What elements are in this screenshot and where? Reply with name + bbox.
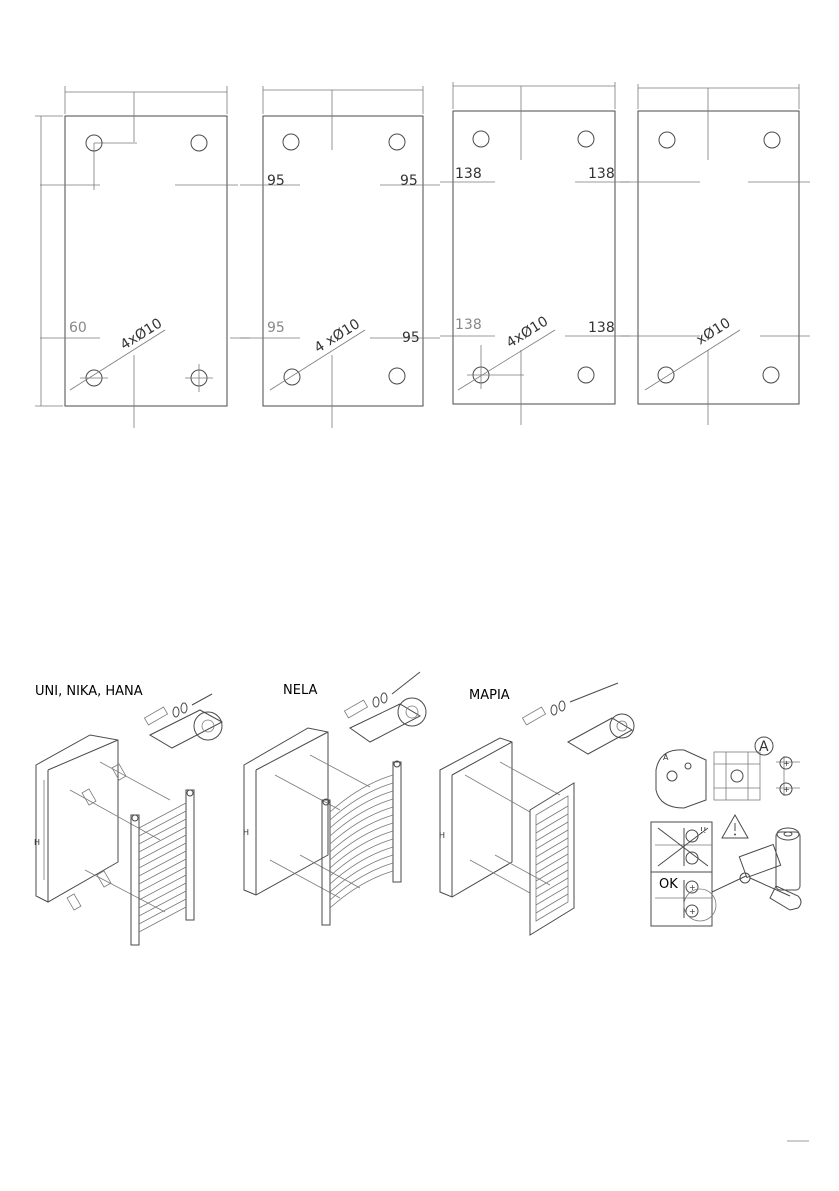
height-mark: H — [243, 828, 250, 837]
hole-marker — [764, 132, 780, 148]
hole-marker — [389, 368, 405, 384]
height-mark: H — [34, 838, 41, 847]
plan-3-outline — [453, 111, 615, 404]
plan-2-bottom-left-label: 95 — [267, 320, 285, 336]
hole-marker — [191, 135, 207, 151]
plus-sign: + — [689, 907, 696, 916]
hole-marker — [284, 369, 300, 385]
plan-3-bottom-left-label: 138 — [455, 317, 482, 333]
hole-marker — [283, 134, 299, 150]
drilling-plan-3 — [440, 82, 630, 425]
plan-3-bottom-right-label: 138 — [588, 320, 615, 336]
bracket-detail — [651, 737, 801, 926]
installation-title-mapia: MAPIA — [469, 688, 510, 703]
hole-marker — [763, 367, 779, 383]
plus-sign: + — [783, 759, 790, 768]
hole-marker — [578, 367, 594, 383]
drilling-plan-4 — [620, 84, 810, 425]
bracket-letter: A — [663, 753, 669, 762]
plan-4-holes-label: xØ10 — [693, 315, 734, 349]
installation-mapia-drawing — [439, 683, 634, 935]
plan-2-top-right-label: 95 — [400, 173, 418, 189]
plan-2-bottom-right-label: 95 — [402, 330, 420, 346]
drilling-plan-1 — [35, 86, 250, 428]
plan-1-outline — [65, 116, 227, 406]
plan-2-holes-label: 4 xØ10 — [311, 316, 363, 357]
callout-a-label: A — [759, 739, 769, 755]
plan-3-holes-label: 4xØ10 — [503, 313, 552, 352]
plus-sign: + — [783, 785, 790, 794]
plan-3-top-right-label: 138 — [588, 166, 615, 182]
warning-marks: !! — [700, 826, 707, 835]
plan-2-outline — [263, 116, 423, 406]
installation-nela-drawing — [243, 672, 426, 925]
plan-4-outline — [638, 111, 799, 404]
installation-title-nela: NELA — [283, 683, 318, 698]
hole-marker — [389, 134, 405, 150]
drilling-plan-2 — [240, 86, 440, 428]
wrong-ok-box — [651, 822, 712, 926]
plan-1-holes-label: 4xØ10 — [117, 315, 166, 354]
ok-label: OK — [659, 877, 678, 892]
plan-2-top-left-label: 95 — [267, 173, 285, 189]
hole-marker — [473, 131, 489, 147]
plan-1-spacing-label: 60 — [69, 320, 87, 336]
installation-title-uni: UNI, NIKA, HANA — [35, 684, 143, 699]
plan-3-top-left-label: 138 — [455, 166, 482, 182]
hole-marker — [659, 132, 675, 148]
plus-sign: + — [689, 883, 696, 892]
hole-marker — [578, 131, 594, 147]
installation-uni-drawing — [34, 694, 222, 945]
height-mark: H — [439, 831, 446, 840]
